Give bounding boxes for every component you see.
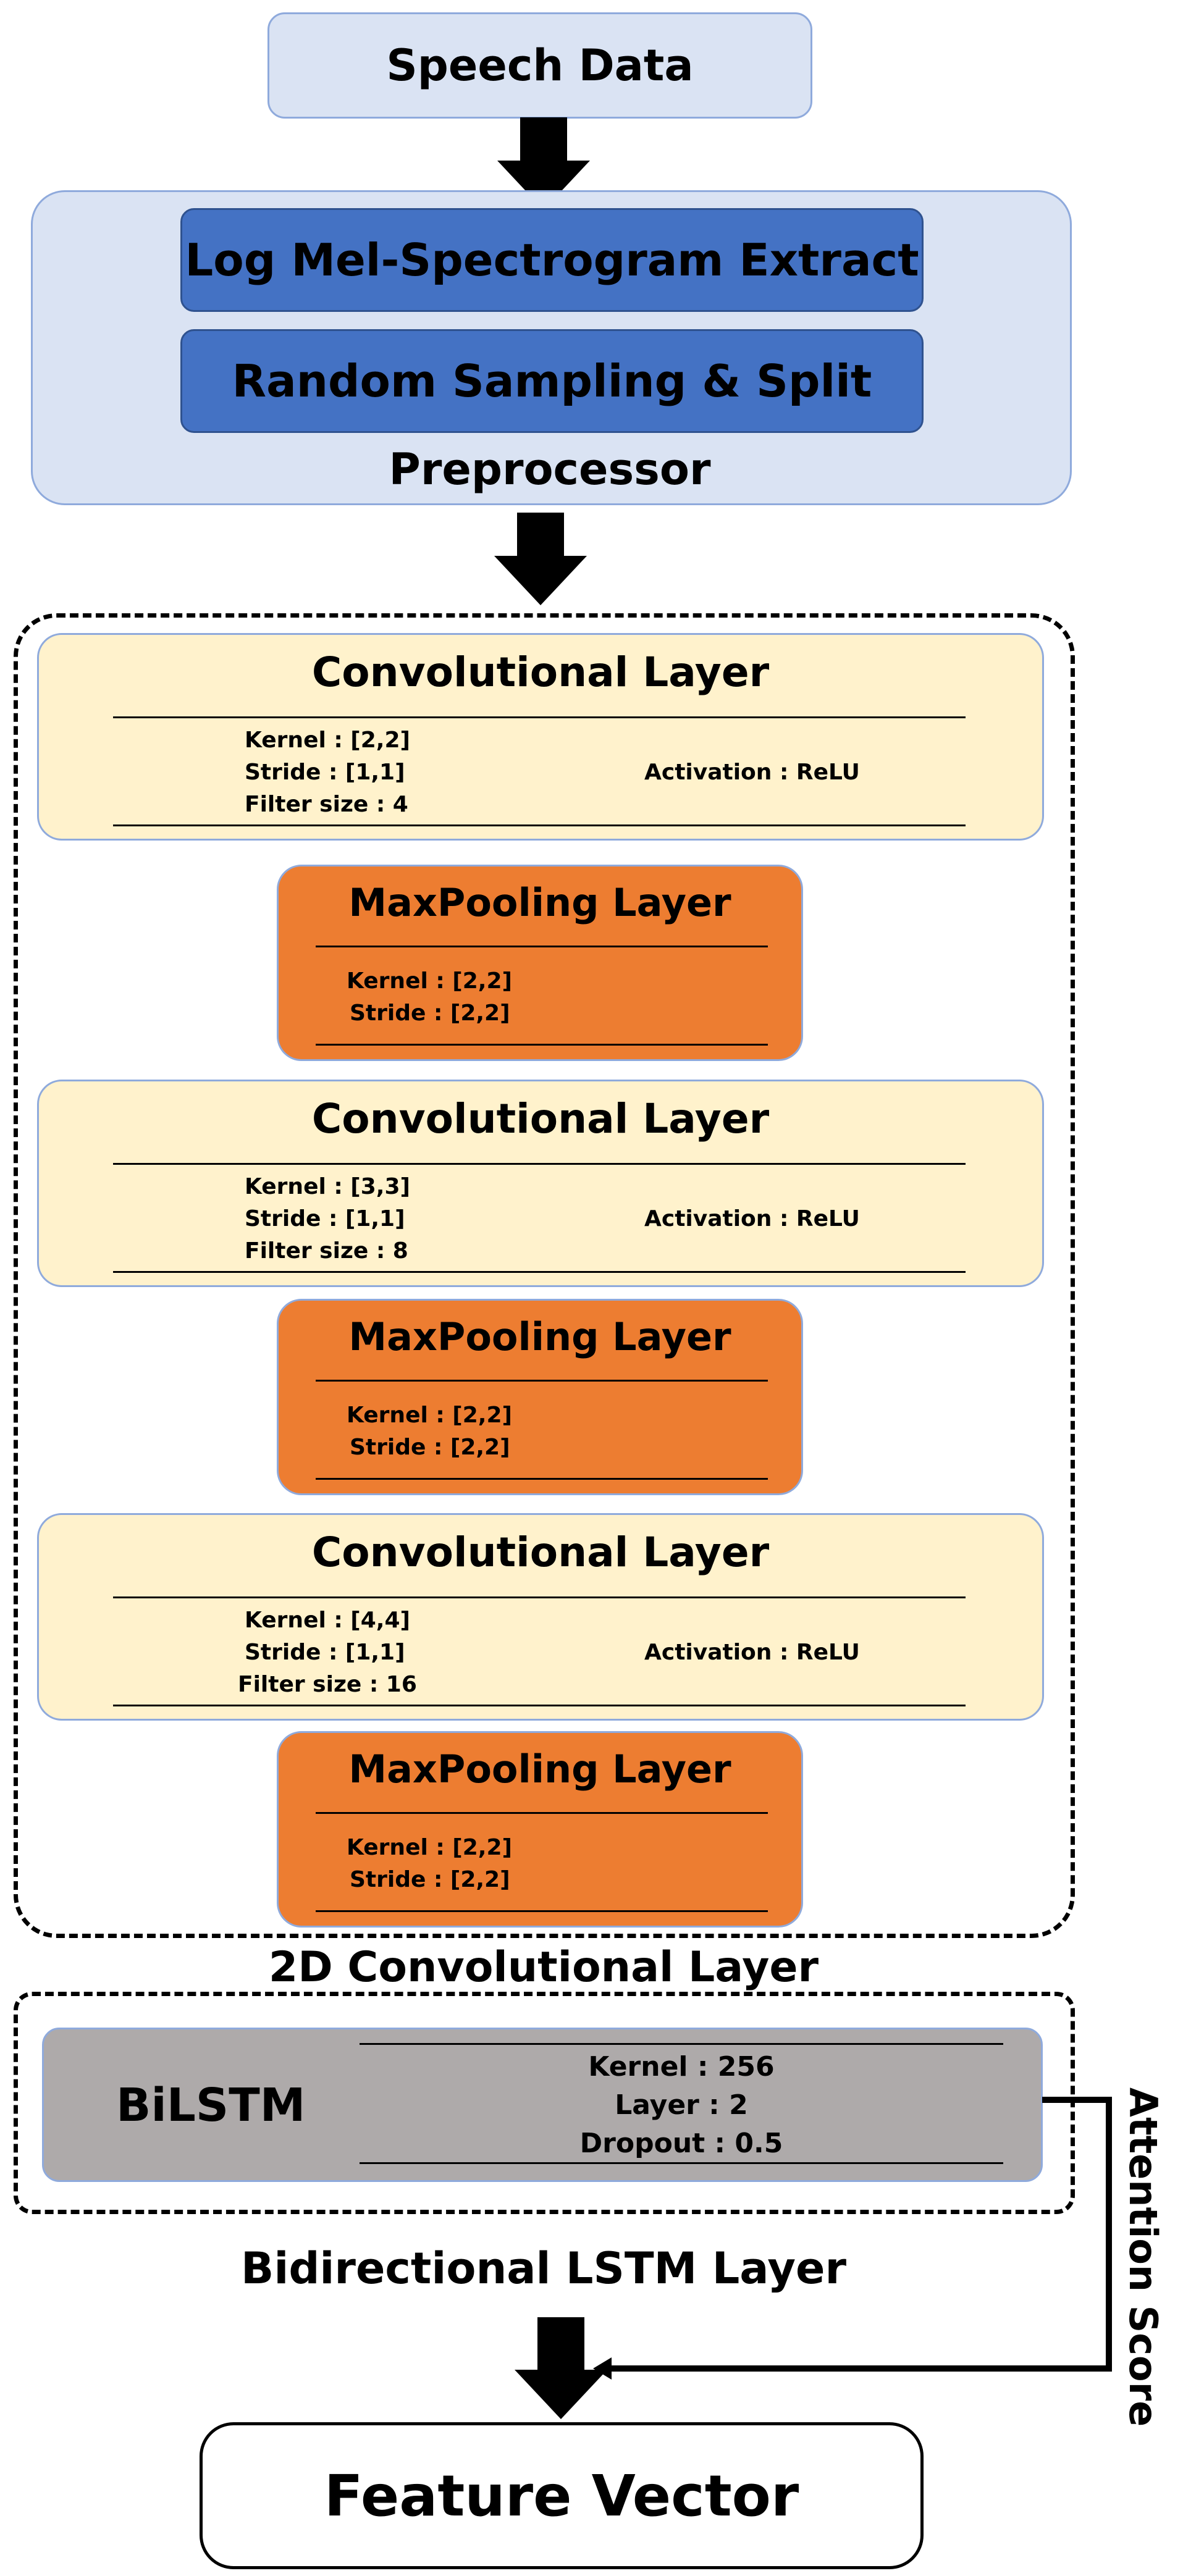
attention-score-label: Attention Score (1121, 2087, 1166, 2427)
maxpool-layer-3 (277, 1731, 803, 1928)
maxpool-layer-2 (277, 1299, 803, 1495)
layer-title: MaxPooling Layer (348, 1747, 731, 1792)
layer-title: MaxPooling Layer (348, 1314, 731, 1359)
kernel-param: Kernel : [2,2] (245, 728, 410, 753)
layer-title: Convolutional Layer (311, 1529, 770, 1576)
activation-param: Activation : ReLU (644, 760, 860, 785)
divider (316, 1380, 768, 1382)
divider (113, 1163, 966, 1165)
speech-data-label: Speech Data (386, 40, 694, 91)
speech-data-node (267, 12, 812, 119)
divider (113, 824, 966, 826)
step-label: Random Sampling & Split (232, 355, 872, 407)
filter-param: Filter size : 4 (245, 792, 408, 817)
layer-title: Convolutional Layer (311, 1095, 770, 1143)
maxpool-layer-1 (277, 865, 803, 1061)
divider (316, 1044, 768, 1046)
stride-param: Stride : [1,1] (245, 1206, 405, 1231)
activation-param: Activation : ReLU (644, 1206, 860, 1231)
conv-layer-1 (37, 633, 1044, 841)
attention-connector-icon (593, 2087, 1118, 2396)
conv-layer-3 (37, 1513, 1044, 1721)
divider (113, 716, 966, 718)
bilstm-label: BiLSTM (116, 2079, 306, 2132)
lstm-group-label: Bidirectional LSTM Layer (240, 2243, 847, 2294)
divider (316, 1478, 768, 1480)
stride-param: Stride : [1,1] (245, 1640, 405, 1665)
stride-param: Stride : [2,2] (350, 1001, 510, 1026)
divider (316, 946, 768, 947)
layer-title: Convolutional Layer (311, 648, 770, 696)
feature-vector-node (200, 2422, 924, 2569)
filter-param: Filter size : 16 (238, 1672, 417, 1697)
divider (113, 1271, 966, 1273)
divider (316, 1910, 768, 1912)
activation-param: Activation : ReLU (644, 1640, 860, 1665)
divider (113, 1596, 966, 1598)
filter-param: Filter size : 8 (245, 1238, 408, 1264)
layer-param: Layer : 2 (615, 2089, 748, 2121)
stride-param: Stride : [2,2] (350, 1435, 510, 1460)
preprocess-step-log-mel (180, 208, 924, 312)
stride-param: Stride : [1,1] (245, 760, 405, 785)
preprocess-step-sampling (180, 329, 924, 433)
kernel-param: Kernel : [2,2] (347, 968, 512, 994)
feature-vector-label: Feature Vector (324, 2462, 799, 2529)
divider (316, 1812, 768, 1814)
arrow-down-icon (491, 513, 590, 611)
step-label: Log Mel-Spectrogram Extract (185, 234, 919, 286)
kernel-param: Kernel : [2,2] (347, 1403, 512, 1428)
conv-layer-2 (37, 1080, 1044, 1287)
kernel-param: Kernel : [2,2] (347, 1835, 512, 1860)
kernel-param: Kernel : [3,3] (245, 1174, 410, 1199)
conv-group-label: 2D Convolutional Layer (268, 1942, 819, 1992)
divider (360, 2043, 1003, 2045)
preprocessor-label: Preprocessor (389, 444, 711, 495)
kernel-param: Kernel : 256 (588, 2051, 775, 2083)
divider (113, 1705, 966, 1706)
kernel-param: Kernel : [4,4] (245, 1608, 410, 1633)
dropout-param: Dropout : 0.5 (579, 2128, 783, 2159)
arrow-down-icon (512, 2317, 610, 2425)
layer-title: MaxPooling Layer (348, 880, 731, 925)
stride-param: Stride : [2,2] (350, 1867, 510, 1892)
